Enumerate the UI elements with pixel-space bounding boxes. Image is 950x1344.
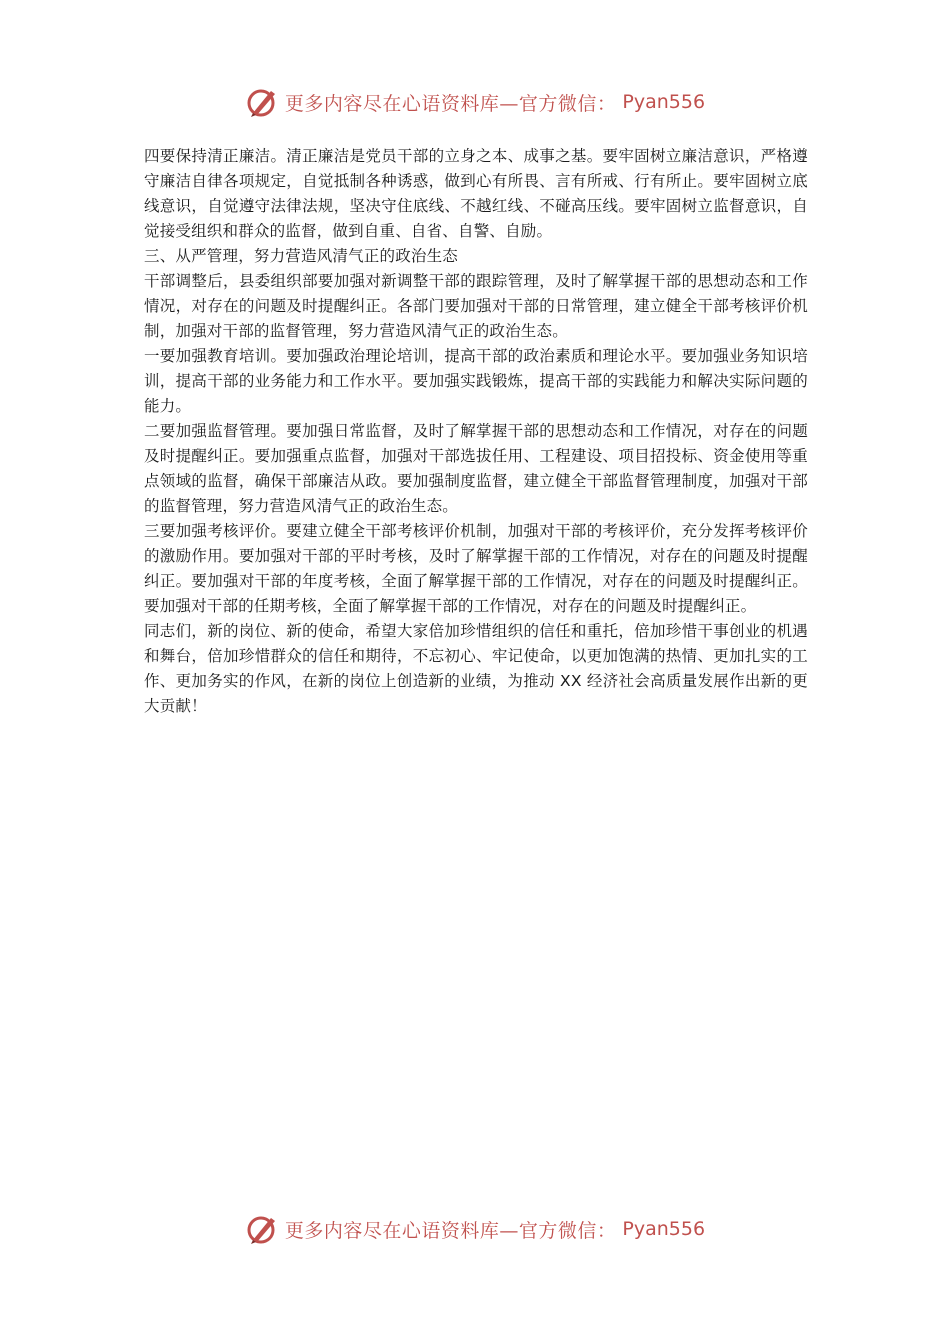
banner-text: 更多内容尽在心语资料库—官方微信：: [284, 92, 617, 115]
paragraph: 二要加强监督管理。要加强日常监督，及时了解掌握干部的思想动态和工作情况，对存在的问题及时提醒纠正。要加强重点监督，加强对干部选拔任用、工程建设、项目招投标、资金使用等重点领域的监督，确保干部廉洁从政。要加强制度监督，建立健全干部监督管理制度，加强对干部的监督管理，努力营造风清气正的政治生态。: [144, 422, 808, 515]
footer-watermark-banner: [0, 1209, 950, 1249]
banner-text: 更多内容尽在心语资料库—官方微信：: [284, 1219, 617, 1242]
pen-logo-icon: [245, 1212, 279, 1246]
paragraph: 三要加强考核评价。要建立健全干部考核评价机制，加强对干部的考核评价，充分发挥考核评价的激励作用。要加强对干部的平时考核，及时了解掌握干部的工作情况，对存在的问题及时提醒纠正。要加强对干部的年度考核，全面了解掌握干部的工作情况，对存在的问题及时提醒纠正。要加强对干部的任期考核，全面了解掌握干部的工作情况，对存在的问题及时提醒纠正。: [144, 522, 808, 615]
paragraph: 同志们，新的岗位、新的使命，希望大家倍加珍惜组织的信任和重托，倍加珍惜干事创业的机遇和舞台，倍加珍惜群众的信任和期待，不忘初心、牢记使命，以更加饱满的热情、更加扎实的工作、更加务实的作风，在新的岗位上创造新的业绩，为推动 XX 经济社会高质量发展作出新的更大贡献！: [144, 622, 808, 715]
paragraph: 四要保持清正廉洁。清正廉洁是党员干部的立身之本、成事之基。要牢固树立廉洁意识，严格遵守廉洁自律各项规定，自觉抵制各种诱惑，做到心有所畏、言有所戒、行有所止。要牢固树立底线意识，自觉遵守法律法规，坚决守住底线、不越红线、不碰高压线。要牢固树立监督意识，自觉接受组织和群众的监督，做到自重、自省、自警、自励。: [144, 147, 808, 240]
pen-logo-icon: [245, 85, 279, 119]
banner-handle: Pyan556: [622, 91, 706, 113]
paragraph: 一要加强教育培训。要加强政治理论培训，提高干部的政治素质和理论水平。要加强业务知识培训，提高干部的业务能力和工作水平。要加强实践锻炼，提高干部的实践能力和解决实际问题的能力。: [144, 347, 808, 415]
header-watermark-banner: [0, 82, 950, 122]
banner-handle: Pyan556: [622, 1218, 706, 1240]
paragraph: 干部调整后，县委组织部要加强对新调整干部的跟踪管理，及时了解掌握干部的思想动态和工作情况，对存在的问题及时提醒纠正。各部门要加强对干部的日常管理，建立健全干部考核评价机制，加强对干部的监督管理，努力营造风清气正的政治生态。: [144, 272, 808, 340]
document-body: [144, 144, 808, 719]
section-heading: 三、从严管理，努力营造风清气正的政治生态: [144, 247, 459, 265]
